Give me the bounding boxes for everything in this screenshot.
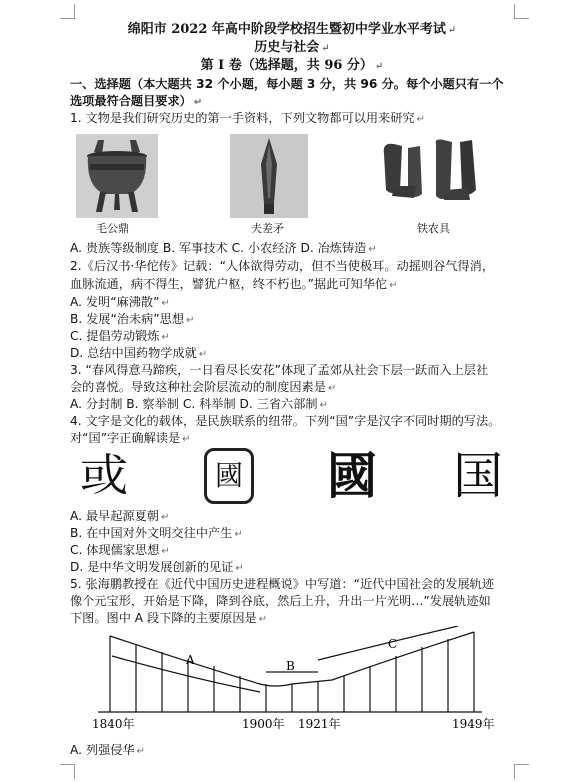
q4-option-a: A. 最早起源夏朝 ↵ <box>70 509 170 523</box>
section-heading-line2: 选项最符合题目要求） ↵ <box>70 94 203 108</box>
q4-option-b: B. 在中国对外文明交往中产生 ↵ <box>70 526 243 540</box>
caption-spear: 夫差矛 <box>251 222 284 235</box>
q2-option-c: C. 提倡劳动锻炼 ↵ <box>70 329 170 343</box>
q4-option-d: D. 是中华文明发展创新的见证 ↵ <box>70 560 244 574</box>
crop-mark-top-right <box>514 4 529 19</box>
caption-ding: 毛公鼎 <box>96 222 129 235</box>
q2-option-d: D. 总结中国药物学成就 ↵ <box>70 346 208 360</box>
trajectory-chart <box>70 626 510 734</box>
ding-artifact-image <box>76 134 158 218</box>
exam-title: 绵阳市 2022 年高中阶段学校招生暨初中学业水平考试 ↵ <box>127 22 457 37</box>
q3-line1: 3. “春风得意马蹄疾，一日看尽长安花”体现了孟郊从社会下层一跃而入上层社 <box>70 363 489 377</box>
q3-line2: 会的喜悦。导致这种社会阶层流动的制度因素是 ↵ <box>70 380 337 394</box>
glyph-simplified: 国 <box>453 447 503 505</box>
q5-line2: 像个元宝形，开始是下降，降到谷底，然后上升，升出一片光明…”发展轨迹如 <box>70 594 491 608</box>
iron-tool-artifact-image <box>378 134 494 218</box>
q1-options: A. 贵族等级制度 B. 军事技术 C. 小农经济 D. 冶炼铸造 ↵ <box>70 241 377 255</box>
segment-c-label: C <box>388 637 398 651</box>
q2-line1: 2.《后汉书·华佗传》记载：“人体欲得劳动，但不当使极耳。动摇则谷气得消， <box>70 259 495 273</box>
volume-title: 第 I 卷（选择题，共 96 分） ↵ <box>200 58 384 73</box>
glyph-seal-script: 國 <box>204 448 254 504</box>
crop-mark-bottom-right <box>514 764 529 779</box>
section-heading-line1: 一、选择题（本大题共 32 个小题，每小题 3 分，共 96 分。每个小题只有一个 <box>70 77 504 91</box>
tick-label-1840: 1840年 <box>92 717 135 731</box>
crop-mark-top-left <box>60 4 75 19</box>
tick-label-1900: 1900年 <box>242 717 285 731</box>
q4-line1: 4. 文字是文化的载体，是民族联系的纽带。下列“国”字是汉字不同时期的写法。 <box>70 414 501 428</box>
tick-label-1921: 1921年 <box>298 717 341 731</box>
q5-line1: 5. 张海鹏教授在《近代中国历史进程概说》中写道：“近代中国社会的发展轨迹 <box>70 577 495 591</box>
q2-option-a: A. 发明“麻沸散” ↵ <box>70 295 170 309</box>
q4-option-c: C. 体现儒家思想 ↵ <box>70 543 170 557</box>
q3-options: A. 分封制 B. 察举制 C. 科举制 D. 三省六部制 ↵ <box>70 397 329 411</box>
spear-artifact-image <box>230 134 308 218</box>
exam-subject: 历史与社会 ↵ <box>254 40 330 55</box>
glyph-traditional: 國 <box>327 447 377 505</box>
caption-iron-tools: 铁农具 <box>417 222 450 235</box>
q2-option-b: B. 发展“治未病”思想 ↵ <box>70 312 195 326</box>
q1-stem: 1. 文物是我们研究历史的第一手资料，下列文物都可以用来研究 ↵ <box>70 111 425 125</box>
segment-b-label: B <box>286 659 295 673</box>
segment-a-label: A <box>186 653 195 667</box>
glyph-oracle-bone: 或 <box>79 450 129 501</box>
q5-line3: 下图。图中 A 段下降的主要原因是 ↵ <box>70 611 268 625</box>
q5-option-a: A. 列强侵华 ↵ <box>70 743 146 757</box>
tick-label-1949: 1949年 <box>452 717 495 731</box>
crop-mark-bottom-left <box>60 764 75 779</box>
q4-line2: 对“国”字正确解读是 ↵ <box>70 431 191 445</box>
q2-line2: 血脉流通，病不得生，譬犹户枢，终不朽也。”据此可知华佗 ↵ <box>70 277 398 291</box>
